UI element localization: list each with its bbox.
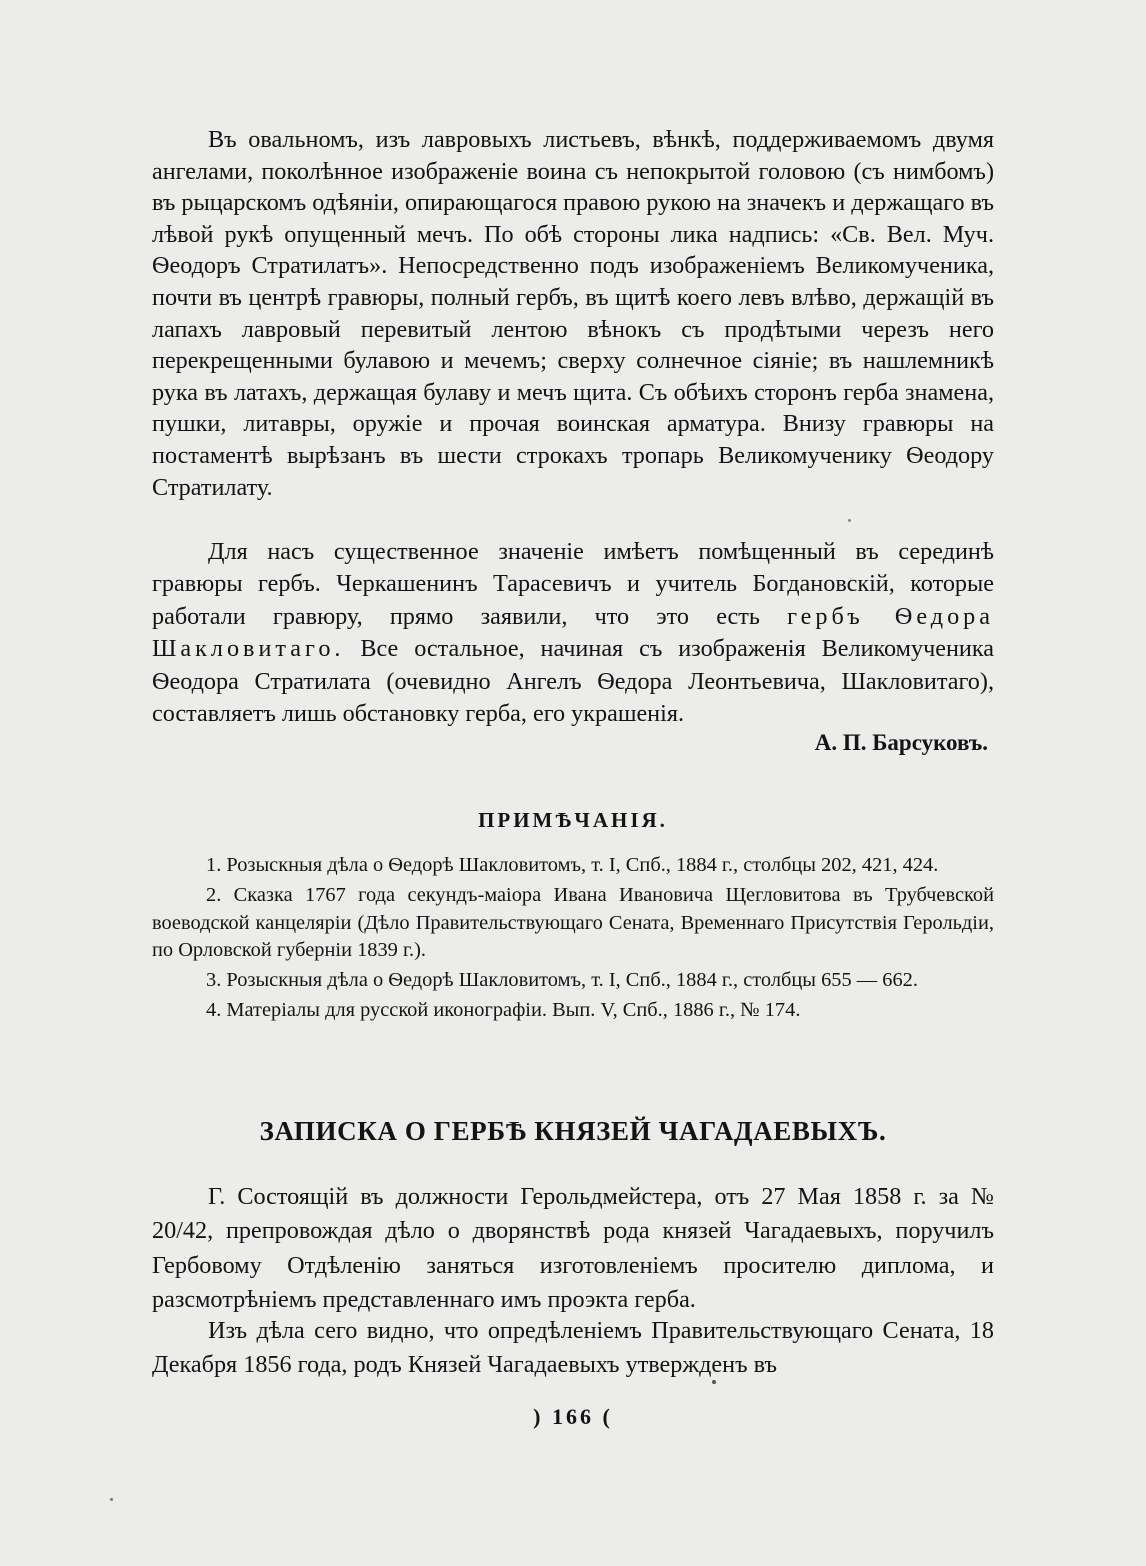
body-paragraph-2 — [152, 536, 994, 730]
note-item: 4. Матеріалы для русской иконографіи. Вып. V, Спб., 1886 г., № 174. — [206, 998, 801, 1021]
spaced-emphasis-text: гербъ Ѳедора Шакловитаго. — [152, 602, 994, 663]
section-heading: ЗАПИСКА О ГЕРБѢ КНЯЗЕЙ ЧАГАДАЕВЫХЪ. — [259, 1116, 887, 1146]
notes-heading: ПРИМѢЧАНІЯ. — [478, 808, 668, 832]
section-paragraph-1: Г. Состоящій въ должности Герольдмейстера, отъ 27 Мая 1858 г. за № 20/42, препровождая дѣло о дворянствѣ рода князей Чагадаевыхъ, поручилъ Гербовому Отдѣленію заняться изготовленіемъ просителю диплома, и разсмотрѣніемъ представленнаго имъ проэкта герба. — [152, 1183, 994, 1314]
ink-speck — [712, 1380, 716, 1384]
body-paragraph-2-text-b: Все остальное, начиная съ изображенія Великомученика Ѳеодора Стратилата (очевидно Ангелъ Ѳедора Леонтьевича, Шакловитаго), составляетъ лишь обстановку герба, его украшенія. — [152, 635, 994, 728]
body-paragraph-1: Въ овальномъ, изъ лавровыхъ листьевъ, вѣнкѣ, поддерживаемомъ двумя ангелами, поколѣнное изображеніе воина съ непокрытой головою (съ нимбомъ) въ рыцарскомъ одѣяніи, опирающагося правою рукою на значекъ и держащаго въ лѣвой рукѣ опущенный мечъ. По обѣ стороны лика надпись: «Св. Вел. Муч. Ѳеодоръ Стратилатъ». Непосредственно подъ изображеніемъ Великомученика, почти въ центрѣ гравюры, полный гербъ, въ щитѣ коего левъ влѣво, держащій въ лапахъ лавровый перевитый лентою вѣнокъ съ продѣтыми черезъ него перекрещенными булавою и мечемъ; сверху солнечное сіяніе; въ нашлемникѣ рука въ латахъ, держащая булаву и мечъ щита. Съ обѣихъ сторонъ герба знамена, пушки, литавры, оружіе и прочая воинская арматура. Внизу гравюры на постаментѣ вырѣзанъ въ шести строкахъ тропарь Великомученику Ѳеодору Стратилату. — [152, 126, 994, 501]
notes-list — [152, 852, 994, 1027]
ink-speck — [848, 519, 851, 522]
page-number: ) 166 ( — [533, 1404, 613, 1429]
note-item: 1. Розыскныя дѣла о Ѳедорѣ Шакловитомъ, т. I, Спб., 1884 г., столбцы 202, 421, 424. — [206, 854, 939, 876]
section-paragraph-2: Изъ дѣла сего видно, что опредѣленіемъ Правительствующаго Сената, 18 Декабря 1856 года, родъ Князей Чагадаевыхъ утвержденъ въ — [152, 1317, 994, 1379]
ink-speck — [110, 1498, 113, 1501]
note-item: 2. Сказка 1767 года секундъ-маіора Ивана Ивановича Щегловитова въ Трубчевской воеводской канцеляріи (Дѣло Правительствующаго Сената, Временнаго Присутствія Герольдіи, по Орловской губерніи 1839 г.). — [152, 883, 994, 962]
note-item: 3. Розыскныя дѣла о Ѳедорѣ Шакловитомъ, т. I, Спб., 1884 г., столбцы 655 — 662. — [206, 969, 918, 992]
body-paragraph-2-text-a: Для насъ существенное значеніе имѣетъ помѣщенный въ серединѣ гравюры гербъ. Черкашенинъ Тарасевичъ и учитель Богдановскій, которые работали гравюру, прямо заявили, что это есть — [152, 538, 994, 630]
author-signature: А. П. Барсуковъ. — [814, 730, 988, 755]
